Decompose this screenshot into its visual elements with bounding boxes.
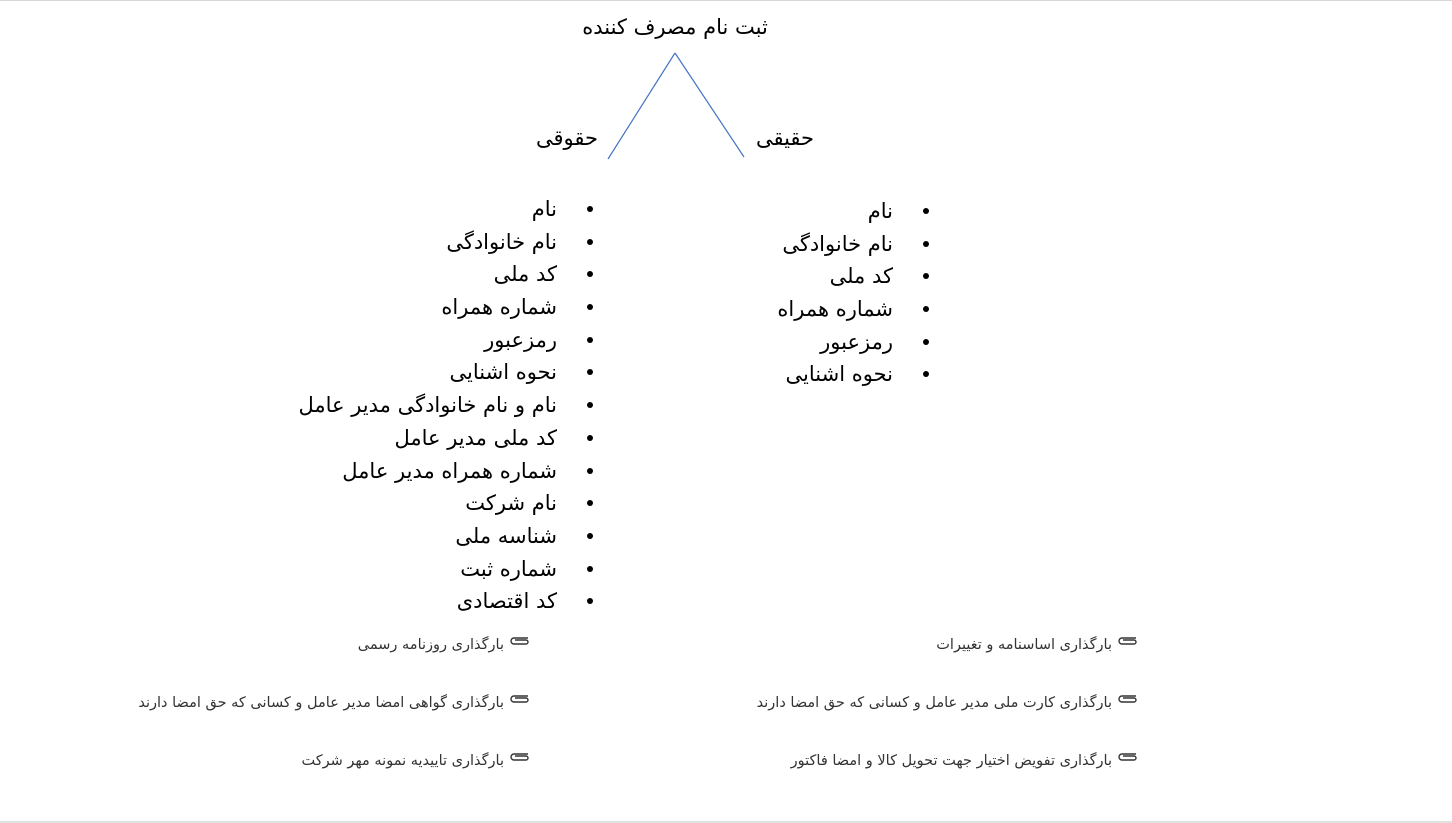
- list-item: نحوه اشنایی: [777, 358, 929, 391]
- list-item: نام و نام خانوادگی مدیر عامل: [298, 389, 593, 422]
- natural-person-field-list: [777, 195, 929, 391]
- paperclip-icon: [508, 750, 530, 764]
- bullet-icon: [923, 339, 929, 345]
- branch-label-legal-entity: حقوقی: [536, 126, 598, 150]
- branch-label-natural-person: حقیقی: [755, 126, 815, 150]
- upload-label: بارگذاری کارت ملی مدیر عامل و کسانی که حق امضا دارند: [756, 695, 1112, 711]
- bullet-icon: [587, 239, 593, 245]
- connector-line-left: [608, 53, 675, 159]
- paperclip-icon: [508, 692, 530, 706]
- connector-line-right: [675, 53, 744, 157]
- bullet-icon: [587, 533, 593, 539]
- list-item: نام: [298, 193, 593, 226]
- list-item: شماره همراه مدیر عامل: [298, 455, 593, 488]
- paperclip-icon: [1116, 692, 1138, 706]
- bullet-icon: [923, 241, 929, 247]
- list-item: نحوه اشنایی: [298, 356, 593, 389]
- list-item: نام خانوادگی: [777, 228, 929, 261]
- bullet-icon: [587, 468, 593, 474]
- bullet-icon: [587, 206, 593, 212]
- upload-articles-link[interactable]: [936, 637, 1138, 653]
- bullet-icon: [587, 304, 593, 310]
- list-item: رمزعبور: [777, 326, 929, 359]
- list-item: نام شرکت: [298, 487, 593, 520]
- bullet-icon: [587, 435, 593, 441]
- bullet-icon: [587, 500, 593, 506]
- diagram-root-title: ثبت نام مصرف کننده: [582, 15, 768, 39]
- bullet-icon: [923, 371, 929, 377]
- paperclip-icon: [508, 634, 530, 648]
- list-item: رمزعبور: [298, 324, 593, 357]
- paperclip-icon: [1116, 750, 1138, 764]
- bullet-icon: [587, 337, 593, 343]
- list-item: کد ملی: [298, 258, 593, 291]
- legal-entity-field-list: [298, 193, 593, 618]
- bullet-icon: [587, 402, 593, 408]
- upload-label: بارگذاری روزنامه رسمی: [357, 637, 504, 653]
- bullet-icon: [587, 271, 593, 277]
- upload-label: بارگذاری تفویض اختیار جهت تحویل کالا و امضا فاکتور: [790, 753, 1112, 769]
- upload-id-cards-link[interactable]: [757, 695, 1138, 711]
- upload-seal-confirmation-link[interactable]: [301, 753, 530, 769]
- bullet-icon: [587, 369, 593, 375]
- bullet-icon: [923, 306, 929, 312]
- list-item: نام خانوادگی: [298, 226, 593, 259]
- bullet-icon: [587, 598, 593, 604]
- bullet-icon: [587, 566, 593, 572]
- upload-official-gazette-link[interactable]: [358, 637, 530, 653]
- upload-delegation-link[interactable]: [791, 753, 1138, 769]
- list-item: کد ملی مدیر عامل: [298, 422, 593, 455]
- list-item: شماره ثبت: [298, 553, 593, 586]
- list-item: شناسه ملی: [298, 520, 593, 553]
- list-item: نام: [777, 195, 929, 228]
- upload-signature-certificate-link[interactable]: [138, 695, 530, 711]
- upload-label: بارگذاری گواهی امضا مدیر عامل و کسانی که حق امضا دارند: [138, 695, 504, 711]
- paperclip-icon: [1116, 634, 1138, 648]
- list-item: کد ملی: [777, 260, 929, 293]
- list-item: شماره همراه: [777, 293, 929, 326]
- list-item: شماره همراه: [298, 291, 593, 324]
- bullet-icon: [923, 273, 929, 279]
- upload-label: بارگذاری تاییدیه نمونه مهر شرکت: [301, 753, 504, 769]
- bullet-icon: [923, 208, 929, 214]
- upload-label: بارگذاری اساسنامه و تغییرات: [936, 637, 1112, 653]
- list-item: کد اقتصادی: [298, 585, 593, 618]
